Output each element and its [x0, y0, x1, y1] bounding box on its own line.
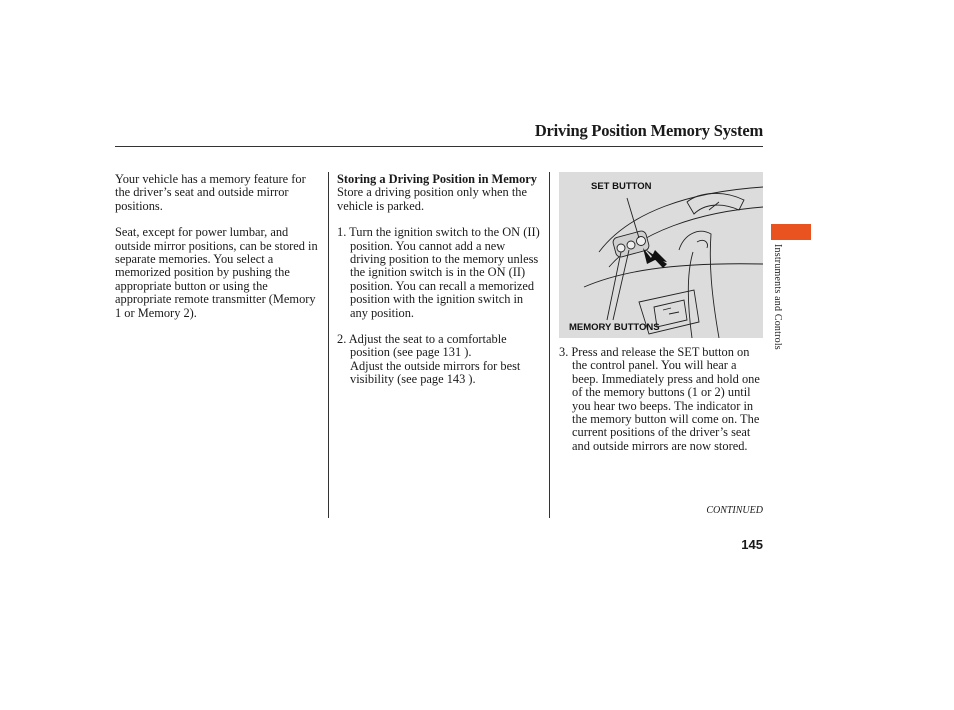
intro-text: Store a driving position only when the vehicle is parked. — [337, 185, 527, 213]
step-3: 3. Press and release the SET button on the control panel. You will hear a beep. Immediately press and hold one of the memory buttons (1 or 2) until you hear two beeps. The indicator in the memory button will come on. The current positions of the driver’s seat and outside mirrors are now stored. — [559, 345, 760, 453]
column-divider-left — [328, 172, 329, 518]
step-2: 2. Adjust the seat to a comfortable position (see page 131 ). — [337, 332, 507, 360]
set-button-label: SET BUTTON — [591, 181, 652, 192]
section-tab-label: Instruments and Controls — [772, 244, 783, 350]
intro-paragraph: Your vehicle has a memory feature for the driver’s seat and outside mirror positions. — [115, 172, 306, 213]
section-tab-marker — [771, 224, 811, 240]
step-1: 1. Turn the ignition switch to the ON (II) position. You cannot add a new driving position to the memory unless the ignition switch is in the ON (II) position. You can recall a memorized position with the ignition switch in any position. — [337, 225, 540, 320]
column-divider-right — [549, 172, 550, 518]
page-number: 145 — [741, 537, 763, 552]
storing-column — [337, 173, 543, 387]
step-2-continued: Adjust the outside mirrors for best visibility (see page 143 ). — [350, 358, 521, 387]
step-3-column — [559, 346, 765, 453]
memory-buttons-illustration — [559, 172, 763, 338]
door-panel-drawing — [559, 172, 763, 338]
separate-memories-paragraph: Seat, except for power lumbar, and outside mirror positions, can be stored in separate memories. You select a memorized position by pushing the appropriate button or using the appropriate remote transmitter (Memory 1 or Memory 2). — [115, 225, 318, 320]
page-title: Driving Position Memory System — [534, 121, 763, 140]
title-rule — [115, 146, 763, 147]
intro-column — [115, 173, 321, 320]
section-heading: Storing a Driving Position in Memory — [337, 172, 537, 186]
memory-buttons-label: MEMORY BUTTONS — [569, 322, 660, 333]
continued-label: CONTINUED — [706, 505, 763, 516]
